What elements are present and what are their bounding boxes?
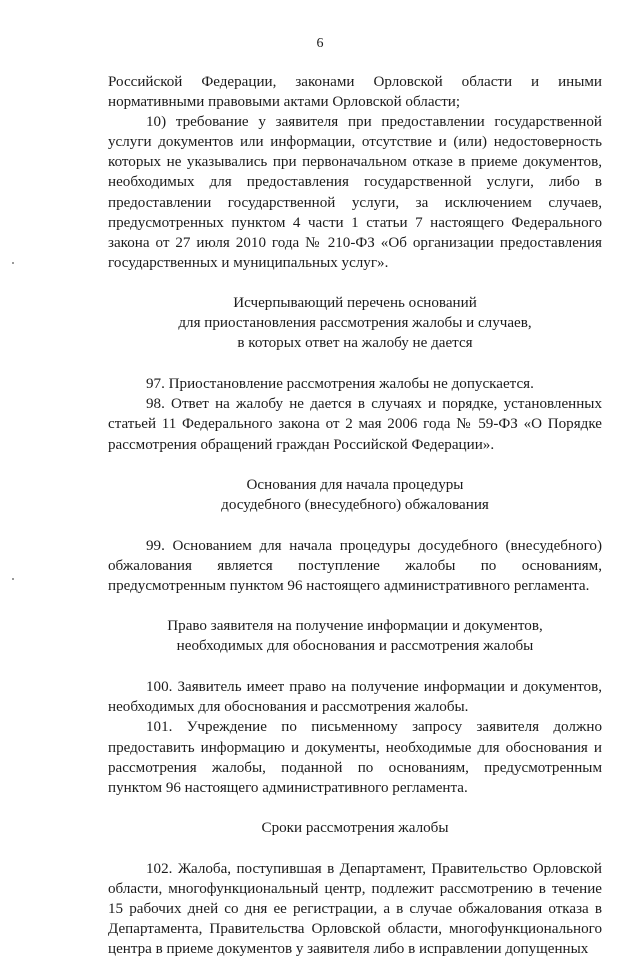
document-body — [108, 72, 602, 959]
paragraph: Российской Федерации, законами Орловской области и иными нормативными правовыми актами Орловской области; — [108, 74, 602, 111]
spacer — [108, 455, 602, 475]
paragraph: 97. Приостановление рассмотрения жалобы не допускается. — [146, 376, 534, 393]
spacer — [108, 596, 602, 616]
spacer — [108, 353, 602, 374]
page-number: 6 — [316, 36, 324, 51]
scan-speck — [12, 578, 14, 580]
section-heading — [108, 293, 602, 353]
paragraph: 99. Основанием для начала процедуры досудебного (внесудебного) обжалования является поступление жалобы по основаниям, предусмотренным пунктом 96 настоящего административного регламента. — [108, 537, 602, 594]
section-heading-line: досудебного (внесудебного) обжалования — [221, 496, 489, 513]
section-heading — [108, 818, 602, 838]
section-heading-line: для приостановления рассмотрения жалобы и случаев, — [178, 315, 532, 332]
section-heading — [108, 616, 602, 656]
spacer — [108, 838, 602, 859]
paragraph: 100. Заявитель имеет право на получение информации и документов, необходимых для обоснования и рассмотрения жалобы. — [108, 679, 602, 716]
paragraph: 102. Жалоба, поступившая в Департамент, Правительство Орловской области, многофункциональный центр, подлежит рассмотрению в течение 15 рабочих дней со дня ее регистрации, а в случае обжалования отказа в Департамента, Правительства Орловской области, многофункционального центра в приеме документов у заявителя либо в исправлении допущенных — [108, 860, 602, 958]
section-heading-line: в которых ответ на жалобу не дается — [237, 335, 473, 352]
section-heading-line: Основания для начала процедуры — [246, 476, 464, 493]
scan-speck — [12, 262, 14, 264]
paragraph: 10) требование у заявителя при предоставлении государственной услуги документов или информации, отсутствие и (или) недостоверность которых не указывались при первоначальном отказе в приеме документов, необходимых для предоставления государственной услуги, либо в предоставлении государственной услуги, за исключением случаев, предусмотренных пунктом 4 части 1 статьи 7 настоящего Федерального закона от 27 июля 2010 года № 210-ФЗ «Об организации предоставления государственных и муниципальных услуг». — [108, 114, 602, 271]
section-heading-line: необходимых для обоснования и рассмотрения жалобы — [176, 638, 534, 655]
section-heading-line: Сроки рассмотрения жалобы — [261, 819, 449, 836]
spacer — [108, 656, 602, 677]
paragraph: 101. Учреждение по письменному запросу заявителя должно предоставить информацию и документы, необходимые для обоснования и рассмотрения жалобы, поданной по основаниям, предусмотренным пунктом 96 настоящего административного регламента. — [108, 719, 602, 796]
spacer — [108, 798, 602, 818]
section-heading — [108, 475, 602, 515]
paragraph: 98. Ответ на жалобу не дается в случаях и порядке, установленных статьей 11 Федерального закона от 2 мая 2006 года № 59-ФЗ «О Порядке рассмотрения обращений граждан Российской Федерации». — [108, 396, 602, 453]
spacer — [108, 515, 602, 536]
spacer — [108, 273, 602, 293]
section-heading-line: Право заявителя на получение информации и документов, — [167, 618, 543, 635]
section-heading-line: Исчерпывающий перечень оснований — [233, 294, 477, 311]
